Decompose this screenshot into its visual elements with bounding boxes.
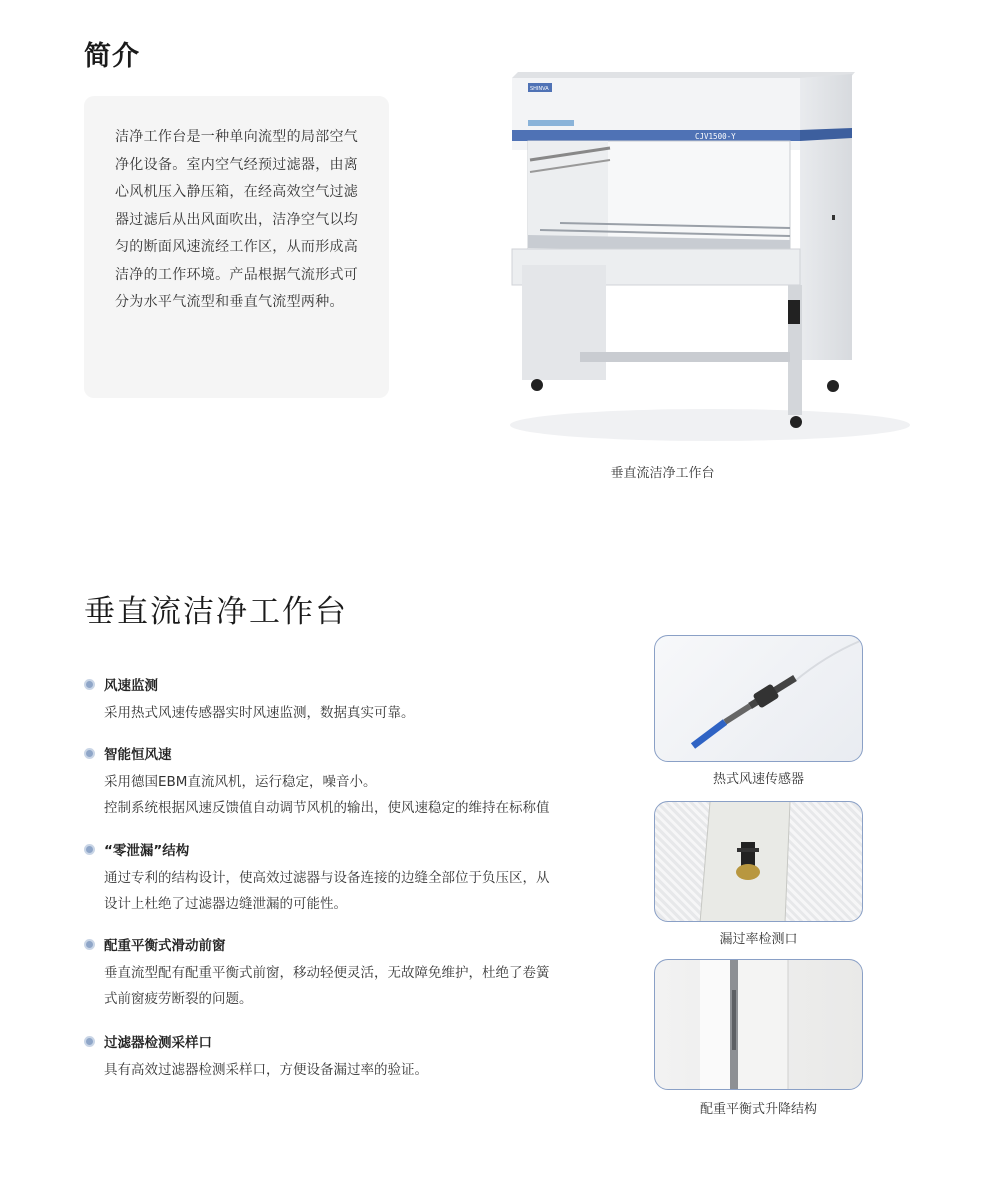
lift-structure-photo-icon: [655, 960, 863, 1090]
feature-title: “零泄漏”结构: [104, 843, 190, 859]
feature-sampling-port: [84, 1032, 604, 1084]
photo-caption-port: 漏过率检测口: [719, 932, 798, 947]
feature-line: 采用热式风速传感器实时风速监测，数据真实可靠。: [104, 705, 415, 721]
feature-sliding-window: [84, 935, 604, 1012]
intro-box: [84, 96, 389, 398]
bullet-icon: [84, 939, 95, 950]
feature-line: 式前窗疲劳断裂的问题。: [104, 990, 253, 1007]
test-port-photo: [654, 801, 863, 922]
feature-line: 具有高效过滤器检测采样口，方便设备漏过率的验证。: [104, 1062, 428, 1078]
feature-zero-leak: [84, 840, 604, 917]
sensor-photo-icon: [655, 636, 863, 762]
bullet-icon: [84, 679, 95, 690]
feature-title: 智能恒风速: [104, 747, 172, 763]
intro-paragraph: 洁净工作台是一种单向流型的局部空气净化设备。室内空气经预过滤器，由离心风机压入静压箱，在经高效空气过滤器过滤后从出风面吹出，洁净空气以均匀的断面风速流经工作区，从而形成高洁净的工作环境。产品根据气流形式可分为水平气流型和垂直气流型两种。: [115, 129, 359, 310]
intro-heading: 简介: [84, 41, 140, 72]
lift-structure-photo: [654, 959, 863, 1090]
feature-title: 过滤器检测采样口: [104, 1035, 212, 1051]
feature-airspeed-monitor: [84, 675, 604, 727]
product-caption: 垂直流洁净工作台: [610, 466, 715, 481]
photo-caption-lift: 配重平衡式升降结构: [699, 1102, 817, 1117]
feature-line: 垂直流型配有配重平衡式前窗，移动轻便灵活，无故障免维护，杜绝了卷簧: [104, 965, 550, 981]
sensor-photo: [654, 635, 863, 762]
feature-title: 风速监测: [104, 678, 158, 694]
feature-line: 设计上杜绝了过滤器边缝泄漏的可能性。: [104, 895, 347, 912]
bullet-icon: [84, 1036, 95, 1047]
feature-line: 控制系统根据风速反馈值自动调节风机的输出，使风速稳定的维持在标称值: [104, 799, 550, 816]
feature-title: 配重平衡式滑动前窗: [104, 938, 226, 954]
feature-line: 采用德国EBM直流风机，运行稳定，噪音小。: [104, 774, 377, 790]
feature-constant-airspeed: [84, 744, 604, 821]
brand-label: SHINVA: [530, 86, 549, 92]
test-port-photo-icon: [655, 802, 863, 922]
clean-bench-image: [500, 60, 920, 450]
photo-caption-sensor: 热式风速传感器: [712, 772, 804, 787]
model-label: CJV1500-Y: [695, 132, 736, 141]
feature-line: 通过专利的结构设计，使高效过滤器与设备连接的边缝全部位于负压区，从: [104, 870, 550, 886]
section-heading: 垂直流洁净工作台: [84, 594, 348, 630]
bullet-icon: [84, 748, 95, 759]
bullet-icon: [84, 844, 95, 855]
